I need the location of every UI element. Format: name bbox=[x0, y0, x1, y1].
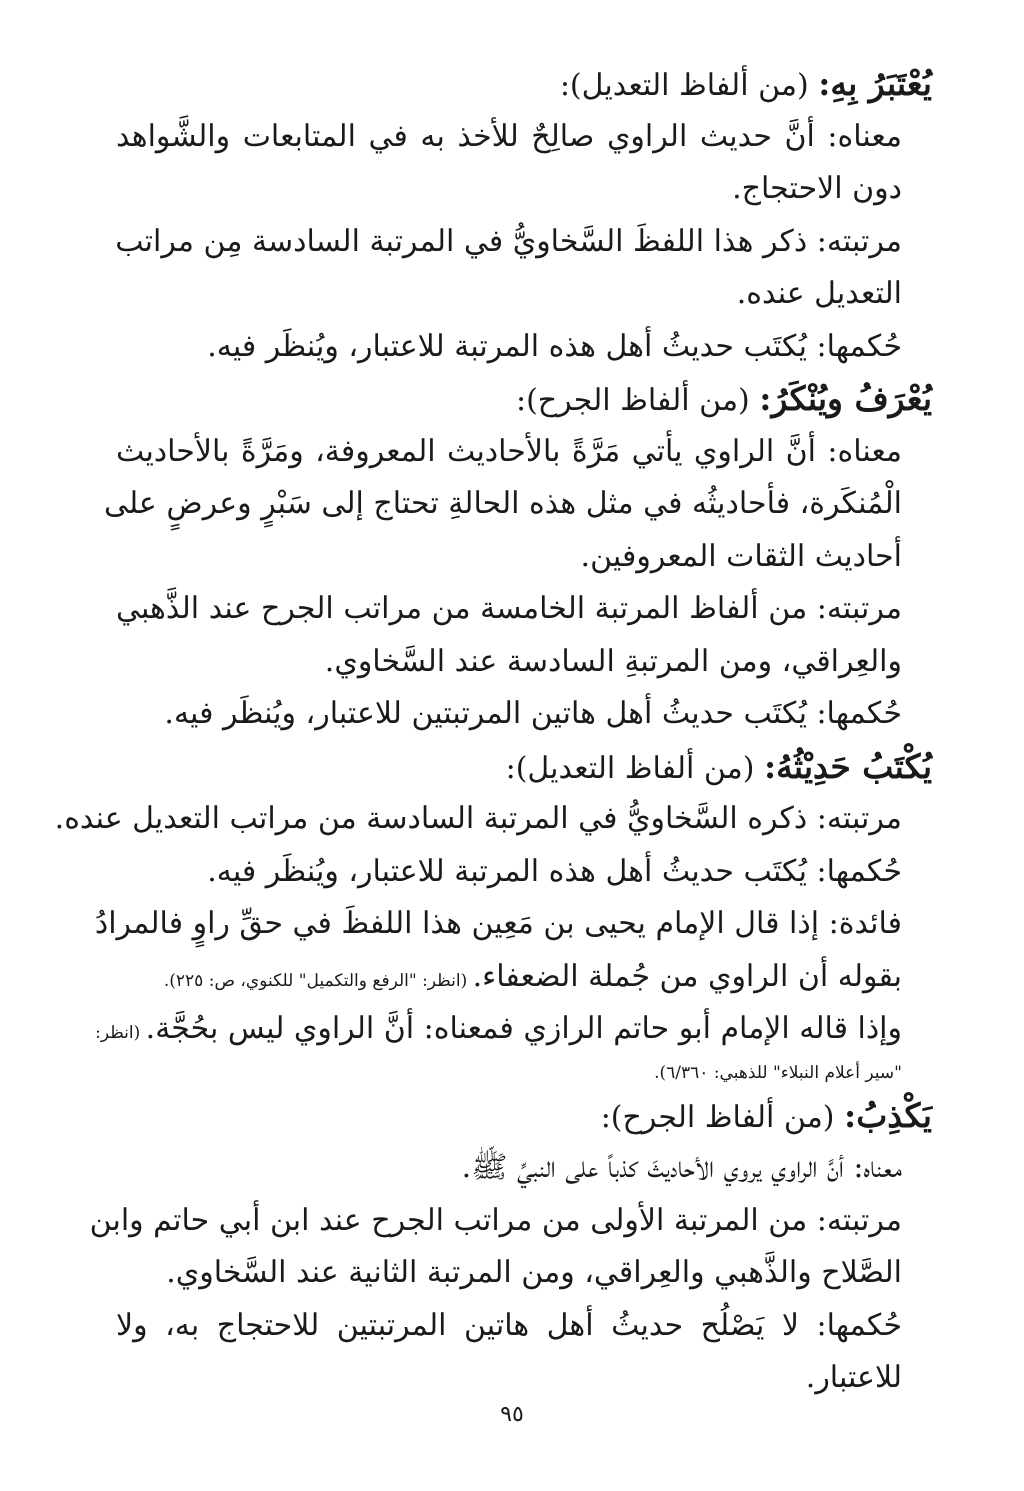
entry-heading bbox=[116, 1090, 932, 1143]
text-line: حُكمها: يُكتَب حديثُ أهل هذه المرتبة للاعتبار، ويُنظَر فيه. bbox=[207, 853, 902, 889]
entry-yuktabu-hadithuhu bbox=[54, 741, 932, 1090]
text-line: حُكمها: لا يَصْلُح حديثُ أهل هاتين المرتبتين للاحتجاج به، ولا bbox=[116, 1307, 902, 1343]
text-line: التعديل عنده. bbox=[736, 276, 902, 311]
text-line: معناه: أنَّ حديث الراوي صالِحٌ للأخذ به في المتابعات والشَّواهد bbox=[116, 118, 902, 154]
entry-heading bbox=[116, 373, 932, 426]
text-main: بقوله أن الراوي من جُملة الضعفاء. bbox=[472, 958, 902, 994]
text-line: مرتبته: ذكره السَّخاويُّ في المرتبة السادسة من مراتب التعديل عنده. bbox=[54, 801, 902, 836]
entry-heading bbox=[116, 741, 932, 794]
text-line: الْمُنكَرة، فأحاديثُه في مثل هذه الحالةِ تحتاج إلى سَبْرٍ وعرضٍ على bbox=[104, 486, 902, 521]
text-line: فائدة: إذا قال الإمام يحيى بن مَعِين هذا اللفظَ في حقِّ راوٍ فالمرادُ bbox=[94, 906, 902, 941]
text-line: مرتبته: من ألفاظ المرتبة الخامسة من مراتب الجرح عند الذَّهبي bbox=[116, 591, 902, 626]
entry-yurafu-wa-yunkaru bbox=[104, 373, 932, 741]
entry-term: يُعْرَفُ ويُنْكَرُ: bbox=[759, 379, 932, 418]
source-note: (انظر: bbox=[95, 1023, 146, 1043]
page-body bbox=[54, 58, 932, 1405]
text-line-with-note bbox=[95, 1003, 932, 1056]
text-line: والعِراقي، ومن المرتبةِ السادسة عند السَّخاوي. bbox=[324, 643, 902, 679]
text-main: وإذا قاله الإمام أبو حاتم الرازي فمعناه: أنَّ الراوي ليس بحُجَّة. bbox=[145, 1011, 902, 1046]
source-note: (انظر: "الرفع والتكميل" للكنوي، ص: ٢٢٥). bbox=[163, 970, 473, 991]
entry-category: (من ألفاظ الجرح): bbox=[600, 1099, 845, 1135]
text-line: أحاديث الثقات المعروفين. bbox=[580, 538, 902, 574]
text-line: حُكمها: يُكتَب حديثُ أهل هذه المرتبة للاعتبار، ويُنظَر فيه. bbox=[207, 328, 902, 364]
entry-category: (من ألفاظ الجرح): bbox=[515, 383, 760, 418]
text-line: الصَّلاح والذَّهبي والعِراقي، ومن المرتبة الثانية عند السَّخاوي. bbox=[166, 1255, 902, 1290]
entry-yutabaru-bihi bbox=[116, 58, 932, 373]
entry-category: (من ألفاظ التعديل): bbox=[505, 750, 764, 786]
text-line: دون الاحتجاج. bbox=[732, 171, 902, 206]
entry-yakdhibu bbox=[89, 1090, 932, 1405]
entry-category: (من ألفاظ التعديل): bbox=[559, 68, 819, 103]
text-line: للاعتبار. bbox=[805, 1360, 902, 1395]
entry-term: يَكْذِبُ: bbox=[844, 1095, 932, 1135]
text-line: حُكمها: يُكتَب حديثُ أهل هاتين المرتبتين للاعتبار، ويُنظَر فيه. bbox=[164, 696, 902, 731]
source-note-line: "سير أعلام النبلاء" للذهبي: ٦/٣٦٠). bbox=[654, 1062, 902, 1083]
entry-term: يُكْتَبُ حَدِيْثُهُ: bbox=[764, 746, 932, 786]
text-line: مرتبته: من المرتبة الأولى من مراتب الجرح عند ابن أبي حاتم وابن bbox=[89, 1202, 902, 1238]
text-line: معناه: أنَّ الراوي يروي الأحاديثَ كذباً على النبيِّ ﷺ. bbox=[461, 1150, 902, 1185]
entry-heading bbox=[116, 58, 932, 111]
text-line: مرتبته: ذكر هذا اللفظَ السَّخاويُّ في المرتبة السادسة مِن مراتب bbox=[115, 223, 902, 259]
text-line: معناه: أنَّ الراوي يأتي مَرَّةً بالأحاديث المعروفة، ومَرَّةً بالأحاديث bbox=[116, 433, 902, 469]
entry-term: يُعْتَبَرُ بِهِ: bbox=[818, 64, 932, 103]
text-line-with-note bbox=[116, 951, 932, 1004]
page-number: ٩٥ bbox=[500, 1402, 524, 1427]
